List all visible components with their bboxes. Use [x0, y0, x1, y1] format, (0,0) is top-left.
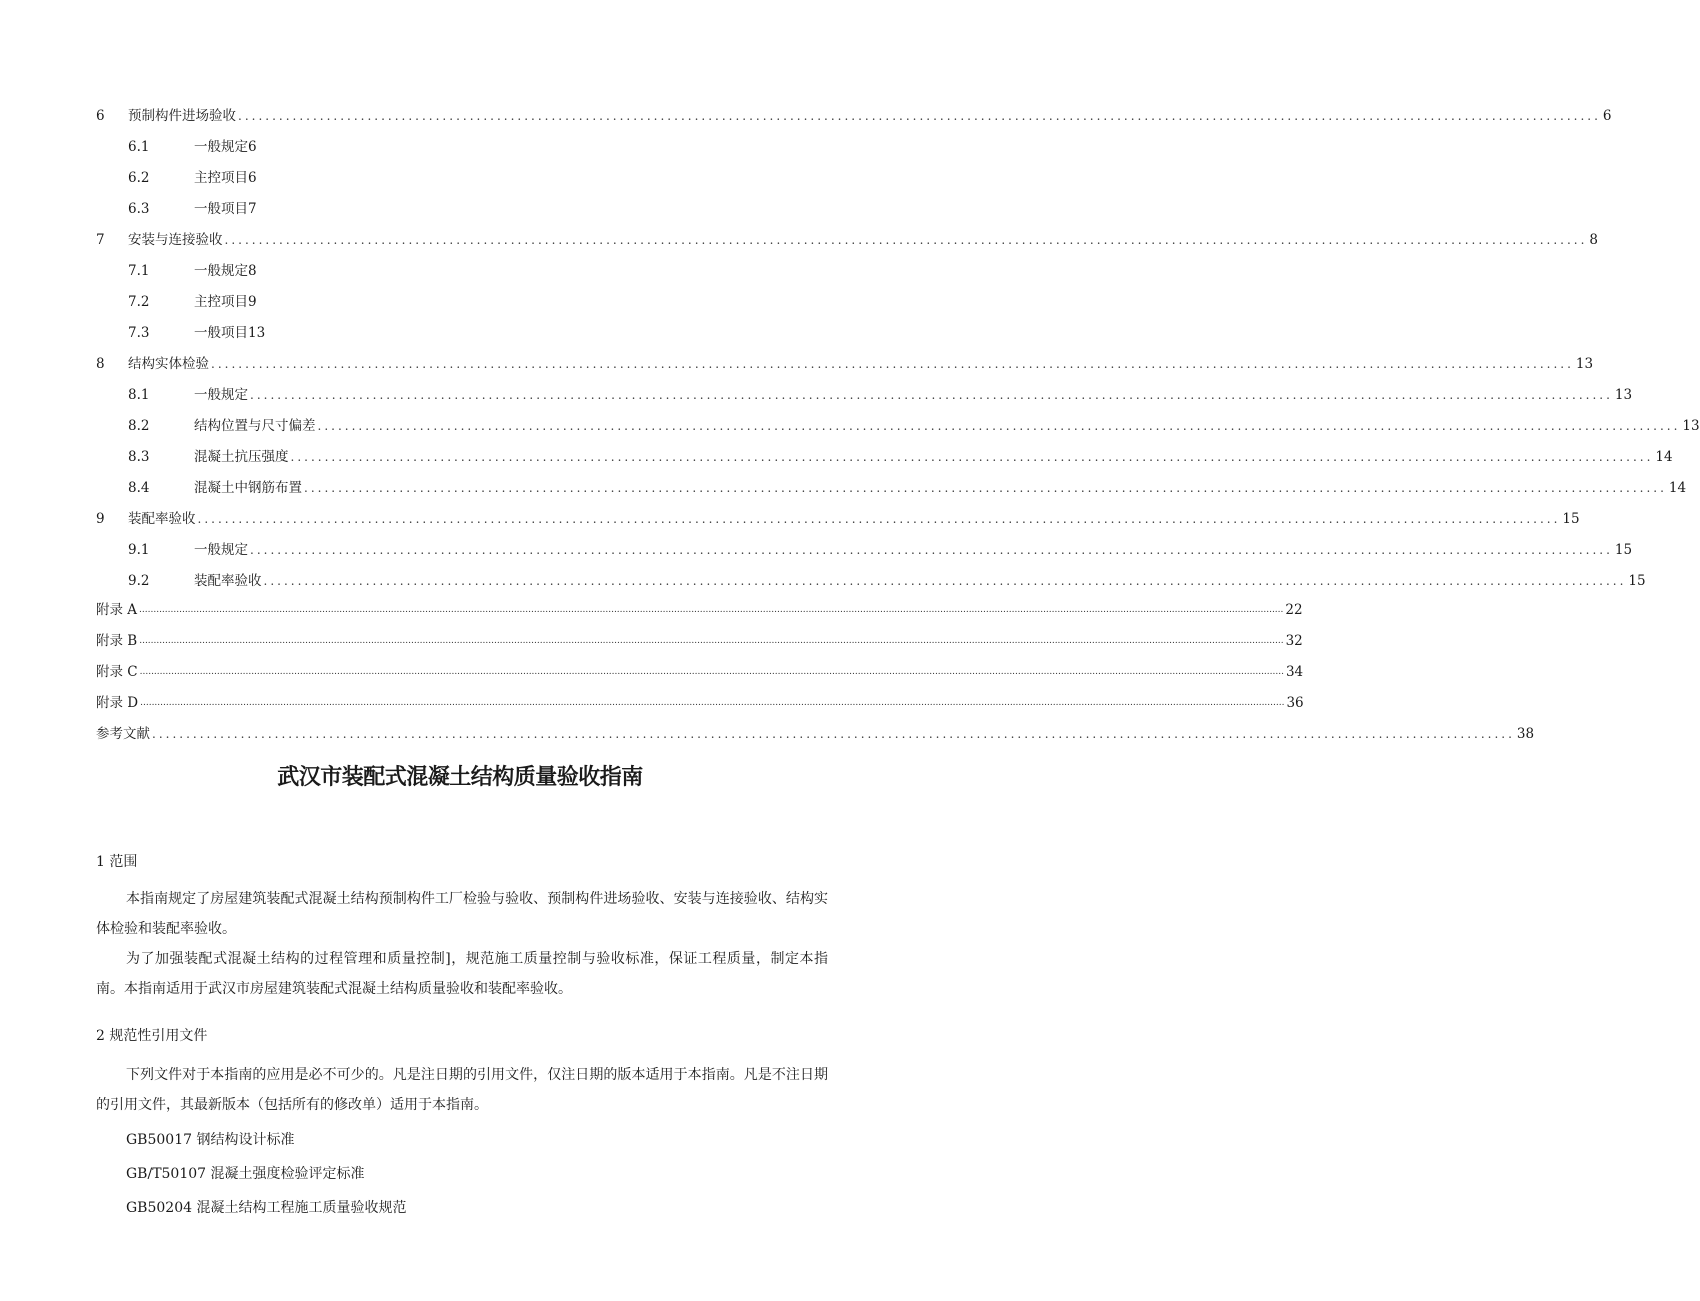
toc-entry-title: 结构位置与尺寸偏差	[194, 418, 316, 434]
toc-leader-dots: ........................................................................................................................................................................................................	[263, 574, 1627, 588]
toc-entry[interactable]	[96, 600, 1303, 620]
toc-entry-page: 15	[1614, 542, 1633, 558]
toc-entry-number: 8.1	[128, 387, 150, 403]
toc-entry[interactable]	[96, 199, 818, 219]
toc-entry-number: 7.2	[128, 294, 150, 310]
toc-entry-page: 6	[1602, 108, 1612, 124]
toc-entry-page: 13	[1614, 387, 1633, 403]
toc-entry-title: 主控项目9	[194, 294, 257, 310]
toc-leader-dots: ........................................................................................................................................................................................................	[250, 543, 1613, 557]
toc-leader-dots: ................................................................................................................................................................................................................................................................................................................................................................................................................	[139, 636, 1284, 646]
toc-entry-number: 9.2	[128, 573, 150, 589]
toc-entry-page: 15	[1628, 573, 1646, 589]
toc-entry-title: 附录 B	[96, 633, 138, 649]
toc-entry-title: 一般规定6	[194, 139, 257, 155]
toc-entry-title: 装配率验收	[194, 573, 262, 589]
toc-entry-number: 6	[96, 108, 105, 124]
toc-entry-title: 结构实体检验	[128, 356, 209, 372]
toc-entry-page: 38	[1516, 726, 1535, 742]
toc-leader-dots: ........................................................................................................................................................................................................	[250, 388, 1613, 402]
scope-paragraph-1: 本指南规定了房屋建筑装配式混凝土结构预制构件工厂检验与验收、预制构件进场验收、安装与连接验收、结构实体检验和装配率验收。	[96, 891, 828, 937]
toc-leader-dots: ................................................................................................................................................................................................................................................................................................................................................................................................................	[139, 667, 1284, 677]
toc-entry-number: 9	[96, 511, 105, 527]
toc-entry-title: 附录 A	[96, 602, 138, 618]
toc-entry-page: 36	[1286, 695, 1304, 711]
toc-entry-title: 一般规定	[194, 387, 248, 403]
toc-entry-number: 9.1	[128, 542, 150, 558]
toc-entry-page: 13	[1575, 356, 1594, 372]
toc-entry-title: 一般项目13	[194, 325, 266, 341]
toc-entry-title: 混凝土抗压强度	[194, 449, 289, 465]
toc-entry-number: 8.4	[128, 480, 150, 496]
toc-entry[interactable]	[96, 416, 1700, 436]
toc-leader-dots: ........................................................................................................................................................................................................	[211, 357, 1574, 371]
toc-leader-dots: ........................................................................................................................................................................................................	[290, 450, 1654, 464]
section-heading-scope: 1 范围	[96, 854, 138, 870]
toc-leader-dots: ................................................................................................................................................................................................................................................................................................................................................................................................................	[140, 698, 1285, 708]
toc-leader-dots: ........................................................................................................................................................................................................	[304, 481, 1667, 495]
toc-entry-title: 一般规定8	[194, 263, 257, 279]
toc-entry-title: 附录 D	[96, 695, 139, 711]
toc-entry[interactable]	[96, 385, 1633, 405]
toc-entry-number: 6.1	[128, 139, 150, 155]
toc-entry[interactable]	[96, 662, 1304, 682]
toc-entry-page: 13	[1682, 418, 1700, 434]
toc-entry-page: 15	[1562, 511, 1580, 527]
toc-entry[interactable]	[96, 354, 1594, 374]
toc-entry-page: 8	[1589, 232, 1598, 248]
references-paragraph: 下列文件对于本指南的应用是必不可少的。凡是注日期的引用文件，仅注日期的版本适用于本指南。凡是不注日期的引用文件，其最新版本（包括所有的修改单）适用于本指南。	[96, 1067, 828, 1113]
toc-entry-title: 混凝土中钢筋布置	[194, 480, 302, 496]
toc-entry-number: 8.2	[128, 418, 150, 434]
toc-entry-number: 8.3	[128, 449, 150, 465]
toc-entry-page: 34	[1285, 664, 1304, 680]
toc-entry[interactable]	[96, 724, 1535, 744]
reference-item: GB50017 钢结构设计标准	[126, 1132, 295, 1148]
toc-entry-page: 14	[1655, 449, 1673, 465]
toc-entry-title: 一般规定	[194, 542, 248, 558]
document-title: 武汉市装配式混凝土结构质量验收指南	[277, 765, 643, 790]
toc-leader-dots: ........................................................................................................................................................................................................	[197, 512, 1561, 526]
toc-entry[interactable]	[96, 509, 1580, 529]
toc-entry-number: 6.2	[128, 170, 150, 186]
toc-leader-dots: ........................................................................................................................................................................................................	[224, 233, 1588, 247]
toc-entry[interactable]	[96, 230, 1598, 250]
toc-leader-dots: ........................................................................................................................................................................................................	[238, 109, 1601, 123]
section-heading-normative-references: 2 规范性引用文件	[96, 1028, 208, 1044]
toc-entry-title: 参考文献	[96, 726, 150, 742]
toc-entry[interactable]	[96, 137, 818, 157]
toc-entry-number: 8	[96, 356, 105, 372]
reference-item: GB50204 混凝土结构工程施工质量验收规范	[126, 1200, 407, 1216]
reference-item: GB/T50107 混凝土强度检验评定标准	[126, 1166, 365, 1182]
toc-entry-number: 7.3	[128, 325, 150, 341]
toc-entry[interactable]	[96, 540, 1633, 560]
toc-entry[interactable]	[96, 106, 1612, 126]
toc-entry-title: 预制构件进场验收	[128, 108, 236, 124]
toc-entry-title: 主控项目6	[194, 170, 257, 186]
toc-leader-dots: ........................................................................................................................................................................................................	[152, 727, 1515, 741]
toc-entry-page: 22	[1285, 602, 1303, 618]
toc-entry-title: 装配率验收	[128, 511, 196, 527]
toc-entry-page: 32	[1285, 633, 1303, 649]
toc-leader-dots: ........................................................................................................................................................................................................	[317, 419, 1681, 433]
toc-entry-title: 附录 C	[96, 664, 138, 680]
toc-entry[interactable]	[96, 631, 1303, 651]
toc-entry[interactable]	[96, 693, 1304, 713]
toc-entry[interactable]	[96, 261, 818, 281]
toc-entry[interactable]	[96, 323, 818, 343]
toc-entry[interactable]	[96, 571, 1646, 591]
scope-paragraph-2: 为了加强装配式混凝土结构的过程管理和质量控制]，规范施工质量控制与验收标准，保证工程质量，制定本指南。本指南适用于武汉市房屋建筑装配式混凝土结构质量验收和装配率验收。	[96, 951, 828, 997]
toc-entry-title: 一般项目7	[194, 201, 257, 217]
toc-entry[interactable]	[96, 168, 818, 188]
toc-entry-number: 6.3	[128, 201, 150, 217]
toc-entry-page: 14	[1668, 480, 1687, 496]
toc-entry[interactable]	[96, 292, 818, 312]
toc-entry-title: 安装与连接验收	[128, 232, 223, 248]
toc-entry-number: 7.1	[128, 263, 150, 279]
toc-leader-dots: ................................................................................................................................................................................................................................................................................................................................................................................................................	[139, 605, 1284, 615]
toc-entry-number: 7	[96, 232, 105, 248]
toc-entry[interactable]	[96, 478, 1687, 498]
toc-entry[interactable]	[96, 447, 1673, 467]
